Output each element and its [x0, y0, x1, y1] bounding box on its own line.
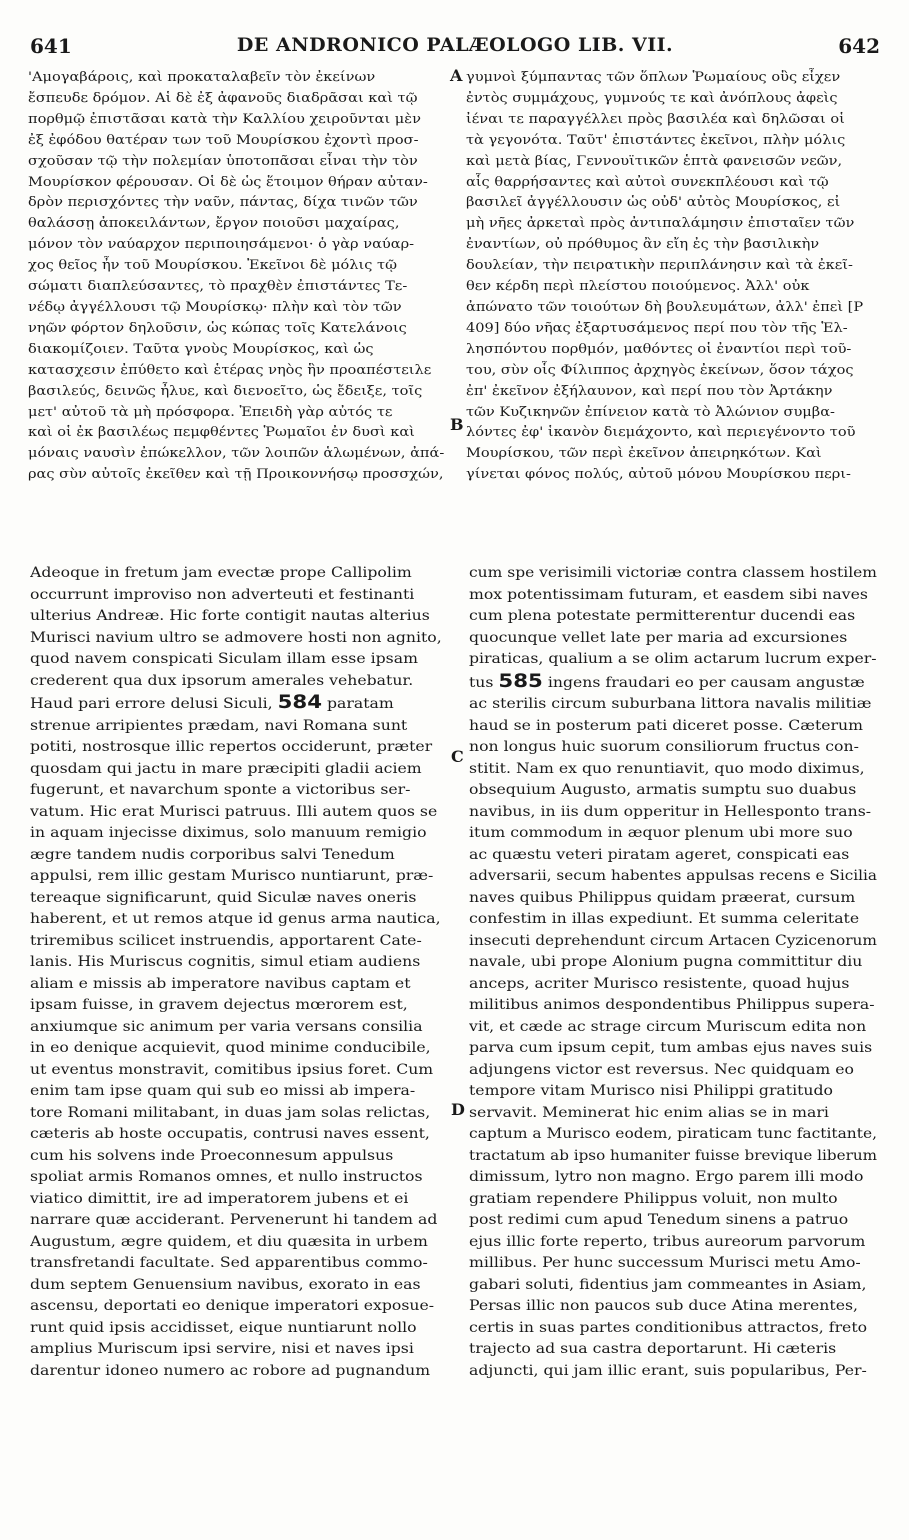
- text-line: ut eventus monstravit, comitibus ipsius foret. Cum: [30, 1061, 434, 1078]
- text-line: piraticas, qualium a se olim actarum lucrum exper-: [469, 651, 877, 667]
- text-line: quosdam qui jactu in mare præcipiti gladii aciem: [30, 760, 422, 777]
- text-line: vatum. Hic erat Murisci patruus. Illi autem quos se: [30, 803, 438, 820]
- text-line: ἰέναι τε παραγγέλλει πρὸς βασιλέα καὶ δηλῶσαι οἱ: [466, 111, 845, 127]
- text-line: ejus illic forte reperto, tribus aureorum parvorum: [469, 1233, 866, 1250]
- text-line: captum a Murisco eodem, piraticam tunc factitante,: [469, 1126, 877, 1142]
- greek-text-right-column: [466, 68, 880, 538]
- text-line: adjungens victor est reversus. Nec quidquam eo: [469, 1061, 854, 1078]
- text-line: militibus animos despondentibus Philippus supera-: [469, 997, 875, 1013]
- section-marker-a: A: [450, 66, 463, 85]
- text-line: aliam e missis ab imperatore navibus captam et: [30, 975, 411, 992]
- text-line: appulsi, rem illic gestam Murisco nuntiarunt, præ-: [30, 868, 434, 884]
- text-line: lanis. His Muriscus cognitis, simul etiam audiens: [30, 954, 421, 970]
- text-line: spoliat armis Romanos omnes, et nullo instructos: [30, 1169, 423, 1185]
- text-line: tore Romani militabant, in duas jam solas relictas,: [30, 1104, 431, 1121]
- text-line: in aquam injecisse diximus, solo manuum remigio: [30, 825, 427, 841]
- text-line: τῶν Κυζικηνῶν ἐπίνειον κατὰ τὸ Ἀλώνιον συμβα-: [466, 404, 835, 420]
- text-line: βασιλεύς, δεινῶς ἦλυε, καὶ διενοεῖτο, ὡς ἔδειξε, τοῖς: [28, 383, 423, 399]
- running-title: DE ANDRONICO PALÆOLOGO LIB. VII.: [236, 34, 674, 56]
- text-line: λησπόντου πορθμόν, μαθόντες οἱ ἐναντίοι περὶ τοῦ-: [466, 341, 852, 357]
- text-line: stitit. Nam ex quo renuntiavit, quo modo diximus,: [469, 760, 865, 777]
- text-line: triremibus scilicet instruendis, apportarent Cate-: [30, 932, 422, 949]
- text-line: adjuncti, qui jam illic erant, suis popularibus, Per-: [469, 1362, 867, 1379]
- text-line: tereaque significarunt, quid Siculæ naves oneris: [30, 889, 417, 906]
- text-line: enim tam ipse quam qui sub eo missi ab impera-: [30, 1083, 416, 1099]
- text-line: obsequium Augusto, armatis sumptu suo duabus: [469, 782, 857, 798]
- text-line: darentur idoneo numero ac robore ad pugnandum: [30, 1362, 431, 1379]
- text-line: cum plena potestate permitterentur ducendi eas: [469, 608, 856, 624]
- text-line: τὰ γεγονότα. Ταῦτ' ἐπιστάντες ἐκεῖνοι, πλὴν μόλις: [466, 132, 846, 148]
- text-line: gabari soluti, fidentius jam commeantes in Asiam,: [469, 1276, 867, 1293]
- print-page-number: 584: [277, 691, 323, 713]
- text-line: λόντες ἐφ' ἱκανὸν διεμάχοντο, καὶ περιεγένοντο τοῦ: [466, 425, 856, 441]
- text-line: gratiam rependere Philippus voluit, non multo: [469, 1190, 838, 1207]
- text-line: ἐξ ἐφόδου θατέραν των τοῦ Μουρίσκου ἐχοντὶ προσ-: [28, 132, 419, 148]
- text-line: Persas illic non paucos sub duce Atina merentes,: [469, 1298, 859, 1314]
- text-line: vit, et cæde ac strage circum Muriscum edita non: [469, 1018, 867, 1035]
- text-line: trajecto ad sua castra deportarunt. Hi cæteris: [469, 1341, 837, 1357]
- text-line: occurrunt improviso non adverteuti et festinanti: [30, 586, 415, 603]
- latin-text-right-column: [469, 563, 879, 1523]
- text-line: confestim in illas expediunt. Et summa celeritate: [469, 911, 860, 927]
- text-line: Adeoque in fretum jam evectæ prope Callipolim: [30, 565, 412, 581]
- text-line: ἀπώνατο τῶν τοιούτων δὴ βουλευμάτων, ἀλλ' ἐπεὶ [P: [466, 299, 864, 315]
- text-line: πορθμῷ ἐπιστᾶσαι κατὰ τὴν Καλλίου χειροῦνται μὲν: [28, 111, 421, 127]
- text-line: dum septem Genuensium navibus, exorato in eas: [30, 1276, 421, 1293]
- text-line: amplius Muriscum ipsi servire, nisi et naves ipsi: [30, 1341, 414, 1357]
- text-line: Murisci navium ultro se admovere hosti non agnito,: [30, 629, 442, 646]
- text-line: anceps, acriter Murisco resistente, quoad hujus: [469, 975, 850, 992]
- text-line: anxiumque sic animum per varia versans consilia: [30, 1018, 423, 1035]
- text-line: Μουρίσκον φέρουσαν. Οἱ δὲ ὡς ἕτοιμον θήραν αὐταν-: [28, 174, 428, 190]
- text-line: νηῶν φόρτον δηλοῦσιν, ὡς κώπας τοῖς Κατελάνοις: [28, 320, 407, 336]
- text-line: γίνεται φόνος πολύς, αὐτοῦ μόνου Μουρίσκου περι-: [466, 467, 851, 483]
- text-line: haberent, et ut remos atque id genus arma nautica,: [30, 911, 441, 927]
- text-line: Μουρίσκου, τῶν περὶ ἐκεῖνον ἀπειρηκότων. Καὶ: [466, 446, 822, 462]
- text-line: ipsam fuisse, in gravem dejectus mœrorem est,: [30, 997, 408, 1013]
- text-line: runt quid ipsis accidisset, eique nuntiarunt nollo: [30, 1319, 417, 1336]
- text-line: viatico dimittit, ire ad imperatorem jubens et ei: [30, 1190, 409, 1207]
- text-line: crederent qua dux ipsorum amerales vehebatur.: [30, 672, 414, 689]
- text-line: parva cum ipsum cepit, tum ambas ejus naves suis: [469, 1040, 873, 1056]
- text-line: μὴ νῆες ἀρκεταὶ πρὸς ἀντιπαλάμησιν ἐπισταῖεν τῶν: [466, 216, 855, 232]
- text-line: quocunque vellet late per maria ad excursiones: [469, 629, 848, 646]
- text-line: Augustum, ægre quidem, et diu quæsita in urbem: [30, 1233, 428, 1250]
- text-line: navibus, in iis dum opperitur in Hellesponto trans-: [469, 803, 872, 820]
- text-line: insecuti deprehendunt circum Artacen Cyzicenorum: [469, 932, 877, 949]
- text-line: ρας σὺν αὐτοῖς ἐκεῖθεν καὶ τῇ Προικοννήσῳ προσσχών,: [28, 467, 444, 483]
- section-marker-d: D: [451, 1100, 465, 1119]
- text-line: του, σὺν οἷς Φίλιππος ἀρχηγὸς ἐκείνων, ὅσον τάχος: [466, 362, 854, 378]
- right-page-number: 642: [838, 34, 880, 58]
- text-line: ac quæstu veteri piratam ageret, conspicati eas: [469, 846, 850, 863]
- text-line: καὶ μετὰ βίας, Γεννουϊτικῶν ἑπτὰ φανεισῶν νεῶν,: [466, 153, 843, 169]
- text-line: narrare quæ acciderant. Pervenerunt hi tandem ad: [30, 1212, 438, 1228]
- text-fragment: Haud pari errore delusi Siculi,: [30, 696, 278, 712]
- text-line: 409] δύο νῆας ἐξαρτυσάμενος περί που τὸν τῆς Ἑλ-: [466, 320, 848, 336]
- text-line: ἐπ' ἐκεῖνον ἐξήλαυνον, καὶ περί που τὸν Ἀρτάκην: [466, 383, 833, 399]
- text-line: ἔσπευδε δρόμον. Αἱ δὲ ἐξ ἀφανοῦς διαδρᾶσαι καὶ τῷ: [28, 90, 418, 106]
- text-line: κατασχεσιν ἐπύθετο καὶ ἑτέρας νηὸς ἣν προαπέστειλε: [28, 362, 432, 378]
- text-line: ulterius Andreæ. Hic forte contigit nautas alterius: [30, 608, 430, 624]
- text-line: cæteris ab hoste occupatis, contrusi naves essent,: [30, 1126, 430, 1142]
- text-line: cum his solvens inde Proeconnesum appulsus: [30, 1147, 394, 1164]
- text-line: mox potentissimam futuram, et easdem sibi naves: [469, 586, 868, 603]
- text-line: 'Αμογαβάροις, καὶ προκαταλαβεῖν τὸν ἐκείνων: [28, 70, 376, 85]
- text-line: ἐναντίων, οὐ πρόθυμος ἂν εἴη ἐς τὴν βασιλικὴν: [466, 237, 820, 253]
- text-line: dimissum, lytro non magno. Ergo parem illi modo: [469, 1169, 864, 1185]
- text-line: [30, 692, 445, 716]
- text-line: itum commodum in æquor plenum ubi more suo: [469, 825, 853, 841]
- text-line: μόναις ναυσὶν ἐπώκελλον, τῶν λοιπῶν ἁλωμένων, ἀπά-: [28, 446, 445, 462]
- text-line: tractatum ab ipso humaniter fuisse brevique liberum: [469, 1147, 877, 1164]
- text-line: millibus. Per hunc successum Murisci metu Amo-: [469, 1255, 861, 1271]
- text-line: θαλάσσῃ ἀποκειλάντων, ἔργον ποιοῦσι μαχαίρας,: [28, 216, 400, 232]
- text-fragment: ingens fraudari eo per causam angustæ: [542, 674, 865, 691]
- text-line: navale, ubi prope Alonium pugna committitur diu: [469, 954, 863, 970]
- text-line: δουλείαν, τὴν πειρατικὴν περιπλάνησιν καὶ τὰ ἐκεῖ-: [466, 258, 853, 274]
- page-header: [30, 34, 880, 60]
- text-line: καὶ οἱ ἐκ βασιλέως πεμφθέντες Ῥωμαῖοι ἐν δυσὶ καὶ: [28, 425, 415, 441]
- text-fragment: paratam: [322, 696, 394, 712]
- text-line: δρὸν περισχόντες τὴν ναῦν, πάντας, δίχα τινῶν τῶν: [28, 195, 418, 211]
- text-line: fugerunt, et navarchum sponte a victoribus ser-: [30, 782, 411, 798]
- text-line: naves quibus Philippus quidam præerat, cursum: [469, 889, 856, 906]
- text-line: transfretandi facultate. Sed apparentibus commo-: [30, 1255, 428, 1271]
- text-line: χος θεῖος ἦν τοῦ Μουρίσκου. Ἐκεῖνοι δὲ μόλις τῷ: [28, 258, 397, 274]
- greek-text-left-column: [28, 68, 448, 538]
- text-line: διακομίζοιεν. Ταῦτα γνοὺς Μουρίσκος, καὶ ὡς: [28, 341, 374, 357]
- section-marker-b: B: [450, 415, 464, 434]
- print-page-number: 585: [498, 669, 543, 692]
- text-line: certis in suas partes conditionibus attractos, freto: [469, 1319, 868, 1336]
- text-line: strenue arripientes prædam, navi Romana sunt: [30, 717, 408, 734]
- text-line: σώματι διαπλεύσαντες, τὸ πραχθὲν ἐπιστάντες Τε-: [28, 279, 408, 295]
- text-line: in eo denique acquievit, quod minime conducibile,: [30, 1040, 431, 1056]
- text-line: [469, 671, 879, 695]
- text-line: γυμνοὶ ξύμπαντας τῶν ὅπλων Ῥωμαίους οὓς εἶχεν: [466, 70, 841, 85]
- text-line: μετ' αὐτοῦ τὰ μὴ πρόσφορα. Ἐπειδὴ γὰρ αὐτός τε: [28, 404, 393, 420]
- text-line: ascensu, deportati eo denique imperatori exposue-: [30, 1298, 435, 1314]
- text-line: haud se in posterum pati diceret posse. Cæterum: [469, 717, 863, 734]
- text-line: quod navem conspicati Siculam illam esse ipsam: [30, 651, 418, 667]
- text-line: tempore vitam Murisco nisi Philippi gratitudo: [469, 1083, 833, 1099]
- text-line: νέδῳ ἀγγέλλουσι τῷ Μουρίσκῳ· πλὴν καὶ τὸν τῶν: [28, 299, 402, 315]
- text-line: θεν κέρδη περὶ πλείστου ποιούμενος. Ἀλλ' οὐκ: [466, 279, 810, 295]
- latin-text-left-column: [30, 563, 445, 1523]
- text-line: adversarii, secum habentes appulsas recens e Sicilia: [469, 868, 877, 884]
- text-line: ἐντὸς συμμάχους, γυμνούς τε καὶ ἀνόπλους ἀφεὶς: [466, 90, 838, 106]
- text-line: ac sterilis circum suburbana littora navalis militiæ: [469, 696, 872, 712]
- text-line: potiti, nostrosque illic repertos occiderunt, præter: [30, 739, 433, 755]
- left-page-number: 641: [30, 34, 72, 58]
- text-line: non longus huic suorum consiliorum fructus con-: [469, 739, 859, 755]
- text-line: servavit. Meminerat hic enim alias se in mari: [469, 1104, 829, 1121]
- text-line: βασιλεῖ ἀγγέλλουσιν ὡς οὐδ' αὐτὸς Μουρίσκος, εἰ: [466, 195, 841, 211]
- text-fragment: tus: [469, 674, 499, 691]
- text-line: cum spe verisimili victoriæ contra classem hostilem: [469, 565, 877, 581]
- text-line: σχοῦσαν τῷ τὴν πολεμίαν ὑποτοπᾶσαι εἶναι τὴν τὸν: [28, 153, 418, 169]
- text-line: ægre tandem nudis corporibus salvi Tenedum: [30, 846, 395, 863]
- text-line: μόνον τὸν ναύαρχον περιποιησάμενοι· ὁ γὰρ ναύαρ-: [28, 237, 415, 253]
- section-marker-c: C: [451, 747, 464, 766]
- text-line: post redimi cum apud Tenedum sinens a patruo: [469, 1212, 849, 1228]
- text-line: αἷς θαρρήσαντες καὶ αὐτοὶ συνεκπλέουσι καὶ τῷ: [466, 174, 829, 190]
